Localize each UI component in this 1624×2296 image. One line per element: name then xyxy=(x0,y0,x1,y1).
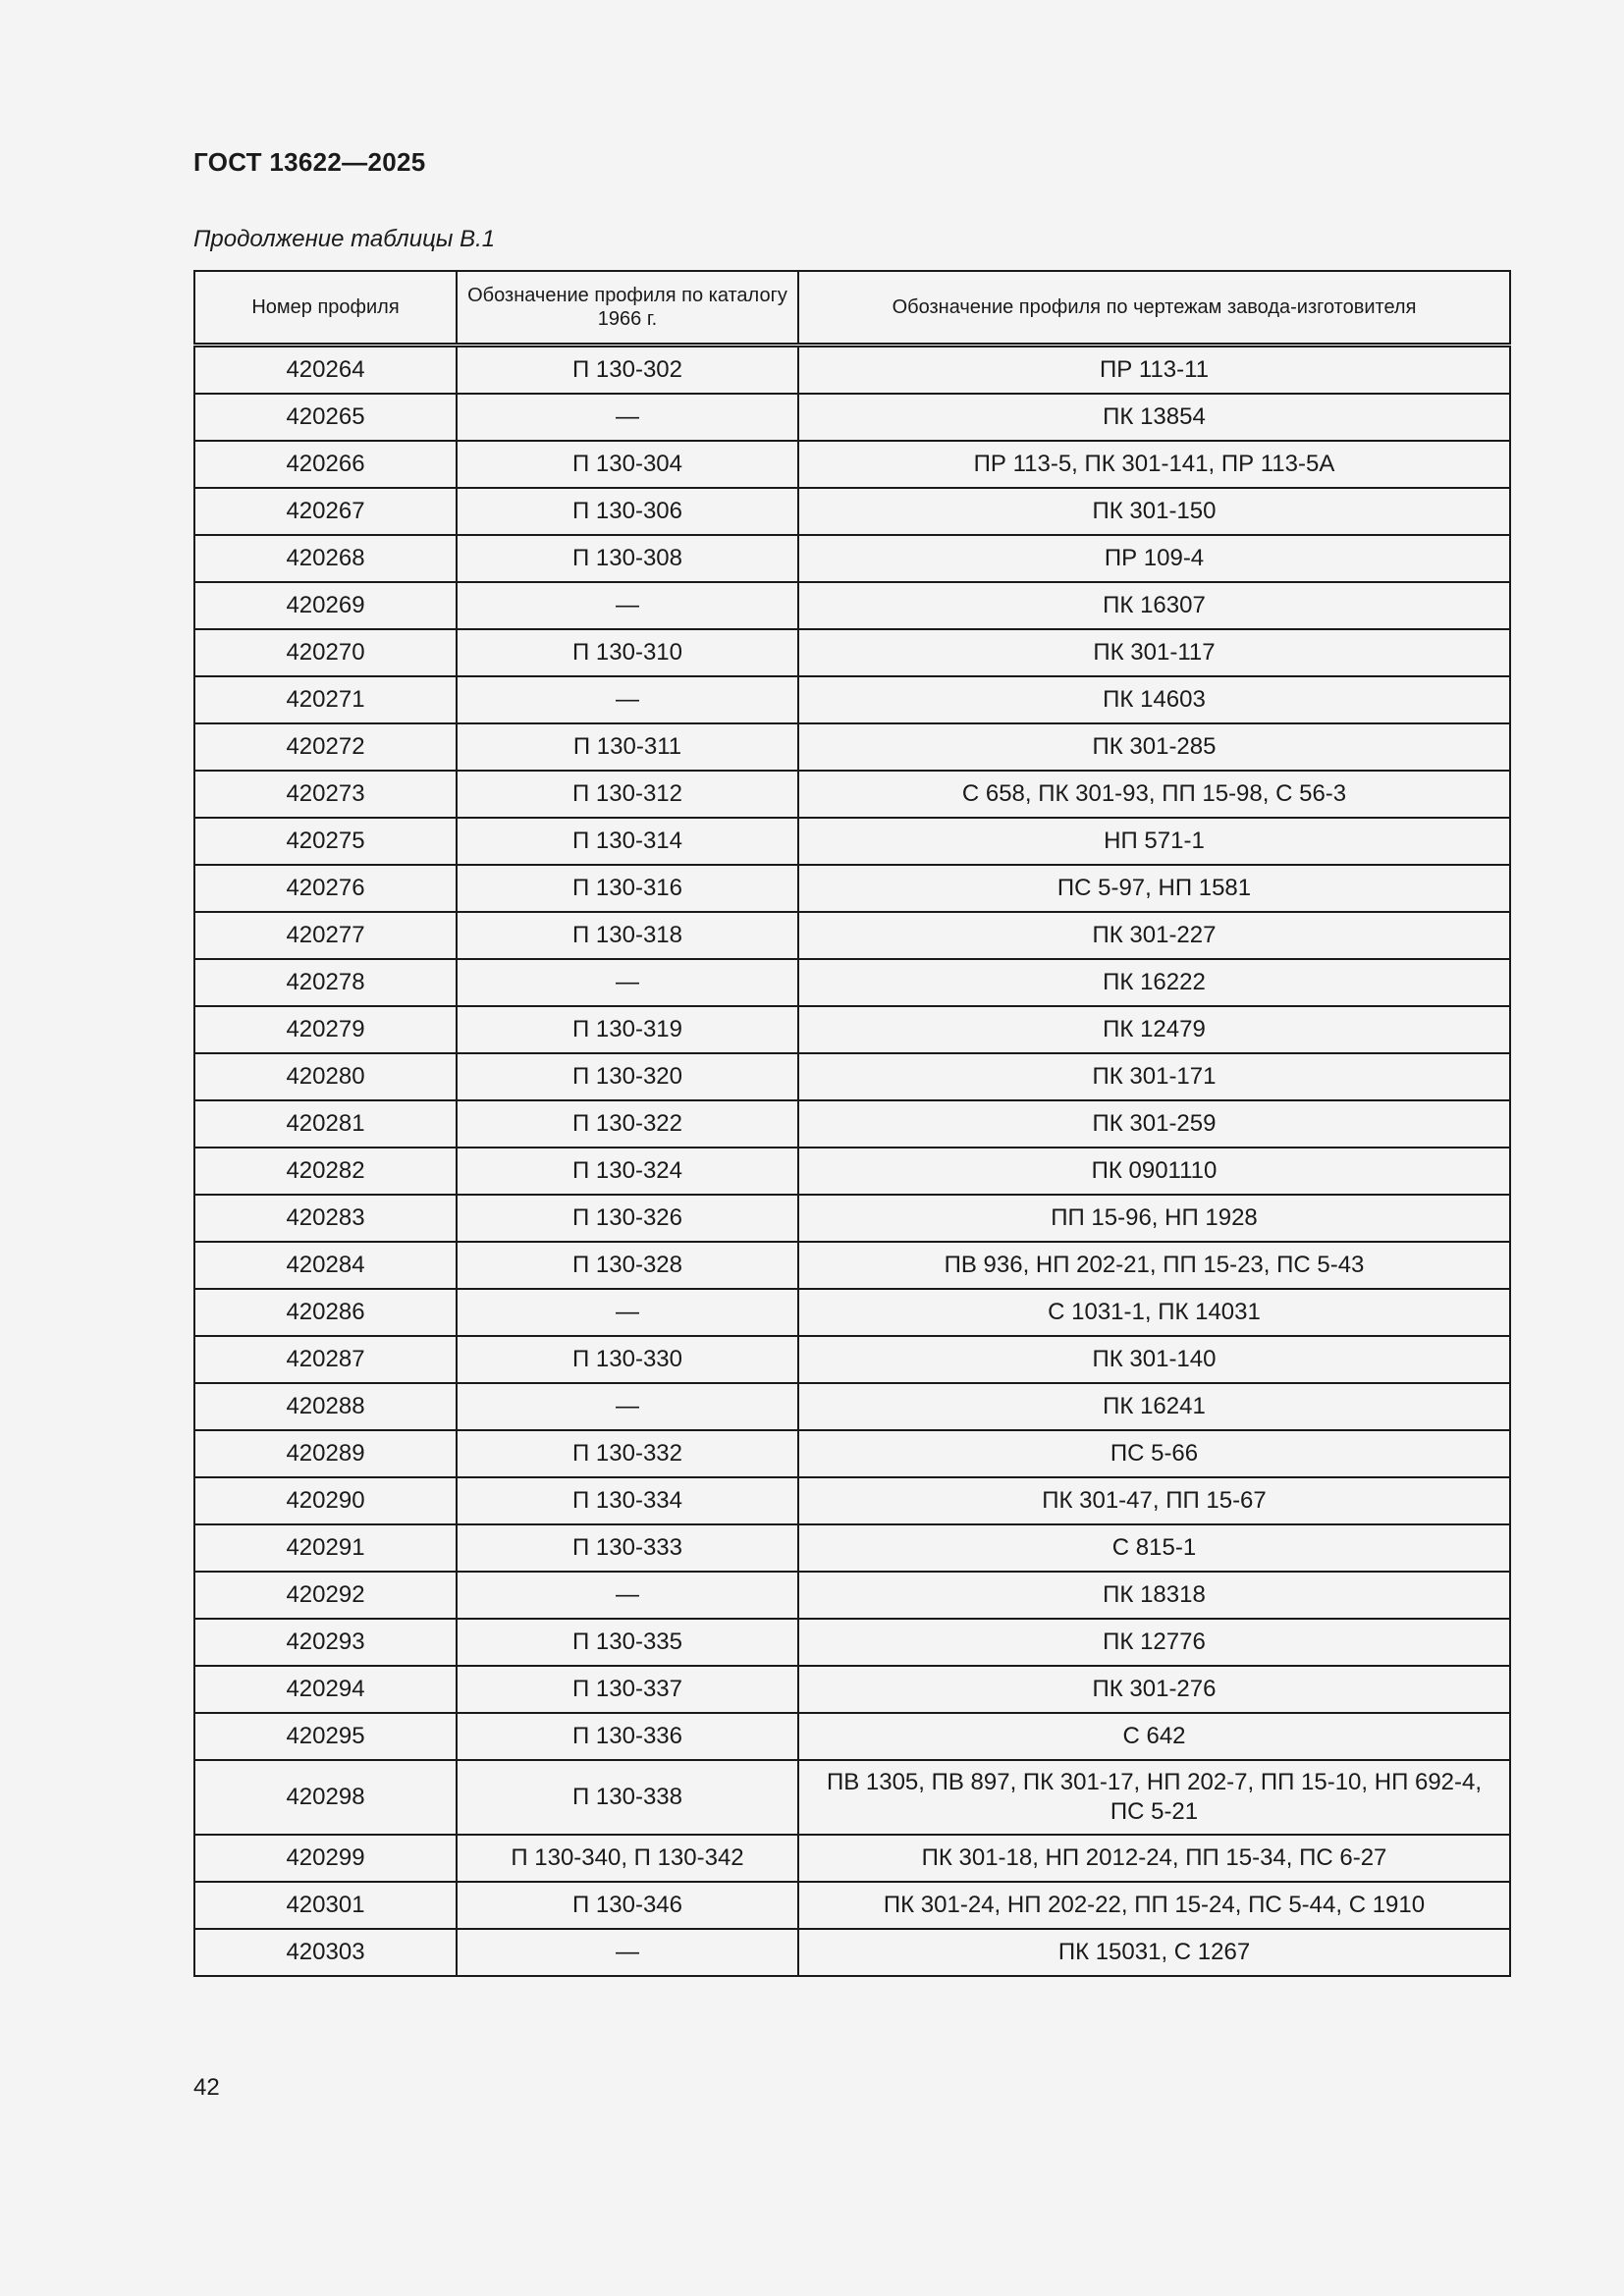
cell-profile-number: 420270 xyxy=(194,629,457,676)
table-row xyxy=(194,1760,1510,1835)
table-row xyxy=(194,1148,1510,1195)
cell-factory-designation: ПК 16307 xyxy=(798,582,1510,629)
table-row xyxy=(194,1835,1510,1882)
column-header-profile-number: Номер профиля xyxy=(194,271,457,346)
table-row xyxy=(194,676,1510,723)
cell-profile-number: 420303 xyxy=(194,1929,457,1976)
cell-profile-number: 420276 xyxy=(194,865,457,912)
page-number: 42 xyxy=(193,2074,220,2101)
cell-profile-number: 420292 xyxy=(194,1572,457,1619)
cell-catalog-designation: — xyxy=(457,676,798,723)
cell-factory-designation: ПК 301-117 xyxy=(798,629,1510,676)
cell-profile-number: 420275 xyxy=(194,818,457,865)
cell-factory-designation: ПВ 936, НП 202-21, ПП 15-23, ПС 5-43 xyxy=(798,1242,1510,1289)
table-row xyxy=(194,1882,1510,1929)
cell-factory-designation: ПК 301-171 xyxy=(798,1053,1510,1100)
cell-profile-number: 420267 xyxy=(194,488,457,535)
profiles-table xyxy=(193,270,1511,1977)
cell-profile-number: 420293 xyxy=(194,1619,457,1666)
table-row xyxy=(194,488,1510,535)
cell-catalog-designation: — xyxy=(457,1572,798,1619)
table-row xyxy=(194,1289,1510,1336)
table-row xyxy=(194,1430,1510,1477)
table-row xyxy=(194,1713,1510,1760)
cell-profile-number: 420279 xyxy=(194,1006,457,1053)
cell-factory-designation: С 642 xyxy=(798,1713,1510,1760)
table-row xyxy=(194,629,1510,676)
cell-catalog-designation: П 130-332 xyxy=(457,1430,798,1477)
cell-factory-designation: ПС 5-97, НП 1581 xyxy=(798,865,1510,912)
table-row xyxy=(194,582,1510,629)
cell-catalog-designation: — xyxy=(457,959,798,1006)
table-row xyxy=(194,1619,1510,1666)
cell-catalog-designation: П 130-333 xyxy=(457,1524,798,1572)
table-row xyxy=(194,1477,1510,1524)
cell-factory-designation: ПК 13854 xyxy=(798,394,1510,441)
table-header-row xyxy=(194,271,1510,346)
cell-factory-designation: ПК 301-259 xyxy=(798,1100,1510,1148)
cell-factory-designation: ПК 301-227 xyxy=(798,912,1510,959)
table-row xyxy=(194,1242,1510,1289)
table-row xyxy=(194,535,1510,582)
cell-profile-number: 420295 xyxy=(194,1713,457,1760)
cell-factory-designation: ПВ 1305, ПВ 897, ПК 301-17, НП 202-7, ПП 15-10, НП 692-4, ПС 5-21 xyxy=(798,1760,1510,1835)
cell-catalog-designation: — xyxy=(457,1289,798,1336)
cell-profile-number: 420299 xyxy=(194,1835,457,1882)
cell-factory-designation: ПК 12479 xyxy=(798,1006,1510,1053)
cell-profile-number: 420287 xyxy=(194,1336,457,1383)
cell-profile-number: 420291 xyxy=(194,1524,457,1572)
cell-catalog-designation: П 130-319 xyxy=(457,1006,798,1053)
table-row xyxy=(194,346,1510,395)
cell-catalog-designation: П 130-304 xyxy=(457,441,798,488)
cell-profile-number: 420298 xyxy=(194,1760,457,1835)
cell-factory-designation: ПР 109-4 xyxy=(798,535,1510,582)
cell-profile-number: 420301 xyxy=(194,1882,457,1929)
cell-factory-designation: ПК 16222 xyxy=(798,959,1510,1006)
cell-factory-designation: НП 571-1 xyxy=(798,818,1510,865)
cell-factory-designation: ПК 301-47, ПП 15-67 xyxy=(798,1477,1510,1524)
table-caption: Продолжение таблицы В.1 xyxy=(193,226,496,252)
cell-catalog-designation: П 130-302 xyxy=(457,346,798,395)
table-row xyxy=(194,1524,1510,1572)
cell-profile-number: 420282 xyxy=(194,1148,457,1195)
cell-catalog-designation: П 130-328 xyxy=(457,1242,798,1289)
cell-profile-number: 420288 xyxy=(194,1383,457,1430)
document-title: ГОСТ 13622—2025 xyxy=(193,147,426,177)
cell-catalog-designation: П 130-336 xyxy=(457,1713,798,1760)
table-row xyxy=(194,912,1510,959)
cell-profile-number: 420278 xyxy=(194,959,457,1006)
cell-profile-number: 420265 xyxy=(194,394,457,441)
cell-catalog-designation: П 130-311 xyxy=(457,723,798,771)
cell-factory-designation: ПК 301-285 xyxy=(798,723,1510,771)
table-row xyxy=(194,441,1510,488)
cell-catalog-designation: П 130-346 xyxy=(457,1882,798,1929)
cell-factory-designation: ПК 12776 xyxy=(798,1619,1510,1666)
cell-factory-designation: ПС 5-66 xyxy=(798,1430,1510,1477)
cell-catalog-designation: П 130-334 xyxy=(457,1477,798,1524)
cell-profile-number: 420286 xyxy=(194,1289,457,1336)
table-row xyxy=(194,1053,1510,1100)
cell-profile-number: 420277 xyxy=(194,912,457,959)
cell-factory-designation: ПК 18318 xyxy=(798,1572,1510,1619)
cell-profile-number: 420264 xyxy=(194,346,457,395)
cell-factory-designation: ПК 301-140 xyxy=(798,1336,1510,1383)
cell-catalog-designation: — xyxy=(457,582,798,629)
cell-profile-number: 420289 xyxy=(194,1430,457,1477)
table-row xyxy=(194,1572,1510,1619)
table-row xyxy=(194,865,1510,912)
cell-catalog-designation: П 130-337 xyxy=(457,1666,798,1713)
cell-catalog-designation: П 130-316 xyxy=(457,865,798,912)
cell-catalog-designation: П 130-318 xyxy=(457,912,798,959)
cell-profile-number: 420294 xyxy=(194,1666,457,1713)
cell-profile-number: 420269 xyxy=(194,582,457,629)
cell-factory-designation: С 1031-1, ПК 14031 xyxy=(798,1289,1510,1336)
cell-catalog-designation: — xyxy=(457,1929,798,1976)
cell-catalog-designation: П 130-310 xyxy=(457,629,798,676)
cell-catalog-designation: П 130-330 xyxy=(457,1336,798,1383)
cell-catalog-designation: П 130-308 xyxy=(457,535,798,582)
cell-profile-number: 420268 xyxy=(194,535,457,582)
cell-factory-designation: С 658, ПК 301-93, ПП 15-98, С 56-3 xyxy=(798,771,1510,818)
cell-catalog-designation: П 130-306 xyxy=(457,488,798,535)
cell-profile-number: 420271 xyxy=(194,676,457,723)
table-row xyxy=(194,394,1510,441)
table-row xyxy=(194,959,1510,1006)
cell-catalog-designation: П 130-326 xyxy=(457,1195,798,1242)
table-row xyxy=(194,1100,1510,1148)
cell-catalog-designation: П 130-324 xyxy=(457,1148,798,1195)
cell-catalog-designation: — xyxy=(457,394,798,441)
cell-profile-number: 420280 xyxy=(194,1053,457,1100)
cell-catalog-designation: П 130-335 xyxy=(457,1619,798,1666)
table-row xyxy=(194,1666,1510,1713)
table-body xyxy=(194,346,1510,1977)
table-row xyxy=(194,771,1510,818)
cell-catalog-designation: П 130-338 xyxy=(457,1760,798,1835)
table-row xyxy=(194,1195,1510,1242)
cell-profile-number: 420273 xyxy=(194,771,457,818)
column-header-catalog-1966: Обозначение профиля по каталогу 1966 г. xyxy=(457,271,798,346)
cell-factory-designation: ПК 15031, С 1267 xyxy=(798,1929,1510,1976)
table-row xyxy=(194,1383,1510,1430)
cell-catalog-designation: П 130-322 xyxy=(457,1100,798,1148)
cell-factory-designation: ПК 301-18, НП 2012-24, ПП 15-34, ПС 6-27 xyxy=(798,1835,1510,1882)
table-row xyxy=(194,1006,1510,1053)
cell-profile-number: 420283 xyxy=(194,1195,457,1242)
cell-factory-designation: С 815-1 xyxy=(798,1524,1510,1572)
cell-factory-designation: ПП 15-96, НП 1928 xyxy=(798,1195,1510,1242)
cell-profile-number: 420290 xyxy=(194,1477,457,1524)
table-row xyxy=(194,1336,1510,1383)
cell-profile-number: 420266 xyxy=(194,441,457,488)
cell-catalog-designation: П 130-340, П 130-342 xyxy=(457,1835,798,1882)
cell-factory-designation: ПК 14603 xyxy=(798,676,1510,723)
cell-profile-number: 420272 xyxy=(194,723,457,771)
cell-factory-designation: ПК 301-24, НП 202-22, ПП 15-24, ПС 5-44, С 1910 xyxy=(798,1882,1510,1929)
cell-factory-designation: ПК 301-276 xyxy=(798,1666,1510,1713)
cell-factory-designation: ПР 113-5, ПК 301-141, ПР 113-5А xyxy=(798,441,1510,488)
cell-factory-designation: ПК 16241 xyxy=(798,1383,1510,1430)
cell-factory-designation: ПК 301-150 xyxy=(798,488,1510,535)
table-row xyxy=(194,723,1510,771)
cell-profile-number: 420284 xyxy=(194,1242,457,1289)
cell-factory-designation: ПР 113-11 xyxy=(798,346,1510,395)
cell-catalog-designation: П 130-312 xyxy=(457,771,798,818)
column-header-factory-drawings: Обозначение профиля по чертежам завода-изготовителя xyxy=(798,271,1510,346)
cell-catalog-designation: — xyxy=(457,1383,798,1430)
cell-catalog-designation: П 130-314 xyxy=(457,818,798,865)
cell-catalog-designation: П 130-320 xyxy=(457,1053,798,1100)
table-row xyxy=(194,1929,1510,1976)
table-row xyxy=(194,818,1510,865)
cell-factory-designation: ПК 0901110 xyxy=(798,1148,1510,1195)
cell-profile-number: 420281 xyxy=(194,1100,457,1148)
